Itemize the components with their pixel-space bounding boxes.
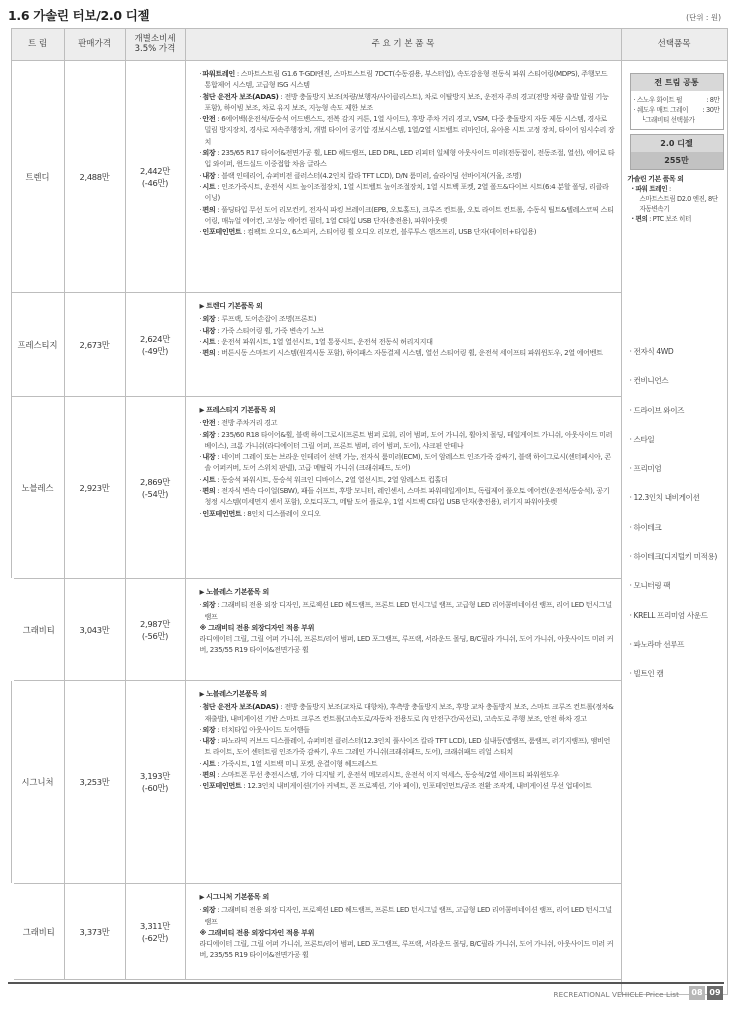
feature-label: 내장: [202, 170, 216, 180]
option-package-item: · 빌트인 캠: [629, 669, 664, 679]
features-signature: [185, 681, 621, 884]
diesel-convenience-text: : PTC 보조 히터: [647, 215, 691, 223]
feature-text: : 운전석 파워시트, 1열 열선시트, 1열 통풍시트, 운전석 전동식 허리지지대: [215, 336, 433, 346]
feature-item: [200, 417, 615, 428]
feature-item: [200, 68, 615, 91]
tax-price-value: 2,442만: [140, 165, 170, 176]
feature-header: ▶ 시그니처 기본품목 외: [200, 891, 615, 903]
feature-list: [200, 599, 615, 622]
option-package-item: · KRELL 프리미엄 사운드: [629, 610, 708, 620]
header-trim: 트 림: [11, 29, 64, 61]
feature-label: 내장: [202, 325, 216, 335]
table-row: [11, 681, 727, 884]
feature-header: ▶ 노블레스 기본품목 외: [200, 586, 615, 598]
tax-price-value: 3,311만: [140, 920, 170, 931]
feature-note: ※ 그래비티 전용 외장디자인 적용 부위: [199, 927, 315, 937]
unit-label: (단위 : 원): [686, 13, 721, 22]
feature-item: [200, 451, 615, 474]
trim-tax-price: [125, 61, 185, 293]
diesel-powertrain-label: · 파워 트레인: [631, 185, 668, 193]
diesel-convenience-label: · 편의: [631, 215, 648, 223]
feature-text: : 8인치 디스플레이 오디오: [241, 508, 321, 518]
feature-header: ▶ 트렌디 기본품목 외: [200, 300, 615, 312]
option-item-snow-white: [634, 95, 720, 105]
features-trendy: [185, 61, 621, 293]
trim-price: 2,923만: [64, 397, 125, 579]
feature-label: 인포테인먼트: [202, 227, 242, 237]
table-row: [11, 293, 727, 397]
feature-header: ▶ 노블레스기본품목 외: [200, 688, 615, 700]
feature-header: ▶ 프레스티지 기본품목 외: [200, 404, 615, 416]
feature-label: 인포테인먼트: [202, 781, 242, 791]
feature-text: : 가죽시트, 1열 시트백 미니 포켓, 운결이형 헤드레스트: [215, 758, 378, 768]
feature-note-text: 라디에이터 그릴, 그릴 어퍼 가니쉬, 프론트/리어 범퍼, LED 포그램프, 루프랙, 서라운드 몰딩, B/C필라 가니쉬, 도어 가니쉬, 아웃사이드 미러 커버, 235/55 R19 타이어&전면가공 휠: [199, 634, 614, 655]
feature-label: 편의: [202, 204, 216, 214]
feature-label: 외장: [202, 905, 216, 915]
footer-divider: [8, 982, 724, 984]
trim-name: 그래비티: [11, 884, 64, 980]
features-noblesse: [185, 397, 621, 579]
feature-label: 외장: [202, 429, 216, 439]
header-tax-price: [125, 29, 185, 61]
feature-list: [200, 68, 615, 237]
trim-price: 2,488만: [64, 61, 125, 293]
feature-list: [200, 701, 615, 791]
feature-label: 편의: [202, 486, 216, 496]
option-package-item: · 하이테크: [629, 522, 662, 532]
feature-text: : 컴팩트 오디오, 6스피커, 스티어링 휠 오디오 리모컨, 블루투스 핸즈프리, USB 단자(데이터+타입용): [241, 227, 537, 237]
feature-item: [200, 599, 615, 622]
feature-text: : 전자식 변속 다이얼(SBW), 패들 쉬프트, 후방 모니터, 레인센서, 스마트 파워테일게이트, 독립제어 풀오토 에어컨(운전석/동승석), 공기청정 시스템(미세먼지 센서 포함), 오토디포그, 메탈 도어 플로우, 1열 시트백 C타입 USB 단자(충전용), 러기지 파워아웃렛: [204, 486, 610, 507]
feature-item: [200, 181, 615, 204]
feature-item: [200, 170, 615, 181]
diesel-title: 2.0 디젤: [631, 135, 723, 152]
feature-item: [200, 336, 615, 347]
feature-note-text: 라디에이터 그릴, 그릴 어퍼 가니쉬, 프론트/리어 범퍼, LED 포그램프, 루프랙, 서라운드 몰딩, B/C필라 가니쉬, 도어 가니쉬, 아웃사이드 미러 커버, 235/55 R19 타이어&전면가공 휠: [199, 939, 614, 960]
tax-price-diff: (-60만): [141, 783, 169, 793]
feature-item: [200, 701, 615, 724]
feature-text: : 스마트폰 무선 충전시스템, 기아 디지털 키, 운전석 메모리시트, 운전석 이지 억세스, 동승석/2열 세이프티 파워윈도우: [215, 770, 559, 780]
feature-item: [200, 325, 615, 336]
feature-text: : 네이비 그레이 또는 브라운 인테리어 선택 가능, 전자식 룸미러(ECM), 도어 암레스트 인조가죽 감싸기, 블랙 하이그로시(센터페시아, 콘솔 어퍼커버, 도어 스위치 판넬), 고급 메탈릭 가니쉬 (크래쉬패드, 도어): [204, 452, 611, 473]
header-options: 선택품목: [621, 29, 727, 61]
trim-name: 트렌디: [11, 61, 64, 293]
features-gravity-signature: [185, 884, 621, 980]
feature-item: [200, 313, 615, 324]
feature-text: : 전방 주차거리 경고: [215, 418, 278, 428]
table-row: [11, 579, 727, 681]
feature-text: : 12.3인치 내비게이션(기아 커넥트, 폰 프로젝션, 기아 페이), 인포테인먼트/공조 전환 조작계, 내비게이션 무선 업데이트: [241, 781, 592, 791]
feature-item: [200, 904, 615, 927]
feature-item: [200, 91, 615, 114]
option-name: · 쉐도우 매트 그레이: [633, 106, 689, 114]
option-package-list: [628, 346, 727, 698]
feature-label: 시트: [202, 474, 216, 484]
feature-item: [200, 474, 615, 485]
trim-name: 그래비티: [11, 579, 64, 681]
feature-item: [200, 429, 615, 452]
trim-tax-price: [125, 579, 185, 681]
option-package-item: · 파노라마 선루프: [629, 639, 685, 649]
feature-text: : 파노라믹 커브드 디스플레이, 슈퍼비전 클러스터(12.3인치 풀사이즈 칼라 TFT LCD), LED 실내등(맵램프, 룸램프, 러기지램프), 앰비언트 라이트, 도어 센터트림 인조가죽 감싸기, 우드 그레인 가니쉬(크래쉬패드, 도어), 크래쉬패드 리얼 스티치: [204, 736, 610, 757]
feature-label: 안전: [202, 114, 216, 124]
tax-price-diff: (-56만): [141, 630, 169, 641]
feature-label: 파워트레인: [202, 69, 235, 78]
feature-label: 외장: [202, 600, 216, 610]
option-package-item: · 하이테크(디지털키 미적용): [629, 552, 717, 562]
tax-price-diff: (-46만): [141, 177, 169, 188]
trim-tax-price: [125, 884, 185, 980]
feature-label: 첨단 운전자 보조(ADAS): [202, 702, 279, 712]
feature-text: : 루프랙, 도어손잡이 조명(프론트): [215, 314, 317, 324]
feature-label: 시트: [202, 336, 216, 346]
features-prestige: [185, 293, 621, 397]
option-package-item: · 스타일: [629, 434, 655, 444]
feature-item: [200, 780, 615, 791]
price-table: [8, 28, 728, 995]
option-package-item: · 드라이브 와이즈: [629, 405, 685, 415]
feature-label: 인포테인먼트: [202, 508, 242, 518]
tax-price-value: 3,193만: [140, 771, 170, 781]
feature-label: 외장: [202, 148, 216, 158]
feature-label: 첨단 운전자 보조(ADAS): [202, 91, 279, 101]
feature-item: [200, 113, 615, 147]
feature-label: 편의: [202, 770, 216, 780]
diesel-options-box: [630, 134, 724, 170]
header-tax-line2: 3.5% 가격: [134, 43, 176, 54]
table-row: [11, 884, 727, 980]
feature-list: [200, 904, 615, 927]
feature-item: [200, 485, 615, 508]
option-name: · 스노우 화이트 펄: [633, 96, 683, 104]
trim-price: 2,673만: [64, 293, 125, 397]
feature-text: : 6에어백(운전석/동승석 어드밴스드, 전복 감지 커튼, 1열 사이드), 후방 주차 거리 경고, VSM, 다중 충돌방지 자동 제동 시스템, 경사로 밀림 방지장치, 경사로 저속주행장치, 개별 타이어 공기압 경보시스템, 1열/2열 시트벨트 리마인더, 유아용 시트 고정 장치, 타이어 임시수리 장치: [204, 114, 615, 146]
feature-list: [200, 417, 615, 519]
feature-text: : 전방 충돌방지 보조(차량/보행자/사이클리스트), 차로 이탈방지 보조, 운전자 주의 경고(전방 차량 출발 알림 기능 포함), 하이빔 보조, 차로 유지 보조, 지능형 속도 제한 보조: [204, 91, 609, 112]
feature-label: 내장: [202, 452, 216, 462]
feature-item: [200, 204, 615, 227]
feature-text: : 풀딩타입 무선 도어 리모컨키, 전자식 파킹 브레이크(EPB, 오토홀드), 크루즈 컨트롤, 오토 라이트 컨트롤, 수동식 틸트&텔레스코픽 스티어링, 매뉴얼 에어컨, 고성능 에어컨 필터, 1열 C타입 USB 단자(충전용), 파워아웃렛: [204, 204, 614, 225]
diesel-price: 255만: [631, 152, 723, 169]
feature-note: ※ 그래비티 전용 외장디자인 적용 부위: [199, 622, 315, 632]
tax-price-diff: (-62만): [141, 932, 169, 943]
option-package-item: · 컨비니언스: [629, 376, 669, 386]
feature-item: [200, 758, 615, 769]
feature-item: [200, 347, 615, 358]
feature-text: : 스마트스트림 G1.6 T-GDI엔진, 스마트스트림 7DCT(수동겸용, 부스터업), 속도감응형 전동식 파워 스티어링(MDPS), 주행모드 통합제어 시스템, 고급형 ISG 시스템: [204, 69, 608, 90]
option-price: : 8만: [706, 96, 720, 104]
trim-tax-price: [125, 681, 185, 884]
trim-tax-price: [125, 397, 185, 579]
tax-price-value: 2,869만: [140, 476, 170, 487]
feature-text: : 동승석 파워시트, 동승석 워크인 디바이스, 2열 열선시트, 2열 암레스트 컵홀더: [215, 474, 448, 484]
feature-label: 편의: [202, 348, 216, 358]
table-row: [11, 397, 727, 579]
table-header-row: [11, 29, 727, 61]
feature-text: : 그래비티 전용 외장 디자인, 프로젝션 LED 헤드램프, 프론트 LED 턴시그널 램프, 고급형 LED 리어콤비네이션 램프, 리어 LED 턴시그널 램프: [204, 600, 612, 621]
header-price: 판매가격: [64, 29, 125, 61]
page-number-right: 09: [707, 986, 723, 1000]
diesel-powertrain-text: 스마트스트림 D2.0 엔진, 8단 자동변속기: [639, 195, 718, 213]
feature-item: [200, 735, 615, 758]
common-options-box: [630, 73, 724, 130]
trim-price: 3,253만: [64, 681, 125, 884]
page-title: 1.6 가솔린 터보/2.0 디젤: [8, 8, 150, 23]
options-column: [621, 61, 727, 995]
feature-text: : 블랙 인테리어, 슈퍼비전 클러스터(4.2인치 칼라 TFT LCD), D/N 룸미러, 슬라이딩 선바이저(거울, 조명): [215, 170, 522, 180]
feature-text: : 인조가죽시트, 운전석 시트 높이조절장치, 1열 시트벨트 높이조절장치, 1열 시트백 포켓, 2열 폴드&다이브 시트(6:4 분할 폴딩, 리클라이닝): [204, 181, 609, 203]
feature-label: 내장: [202, 736, 216, 746]
trim-name: 노블레스: [11, 397, 64, 579]
trim-price: 3,373만: [64, 884, 125, 980]
feature-item: [200, 724, 615, 735]
feature-text: : 가죽 스티어링 휠, 가죽 변속기 노브: [215, 325, 324, 335]
header-features: 주 요 기 본 품 목: [185, 29, 621, 61]
feature-item: [200, 508, 615, 519]
page-number-left: 08: [689, 986, 705, 1000]
option-price: : 30만: [702, 106, 720, 114]
feature-label: 외장: [202, 314, 216, 324]
feature-item: [200, 226, 615, 237]
feature-text: : 전방 충돌방지 보조(교차로 대향차), 후측방 충돌방지 보조, 후방 교차 충돌방지 보조, 스마트 크루즈 컨트롤(정차&재출발), 내비게이션 기반 스마트 크루즈 컨트롤(고속도로/자동차 전용도로 內 안전구간/곡선로), 고속도로 주행 보조, 안전 하차 경고: [204, 702, 614, 723]
tax-price-diff: (-49만): [141, 345, 169, 356]
feature-label: 안전: [202, 418, 216, 428]
diesel-powertrain-colon: :: [667, 185, 671, 193]
table-row: [11, 61, 727, 293]
feature-label: 시트: [202, 758, 216, 768]
common-options-title: 전 트림 공통: [631, 74, 723, 91]
feature-text: : 터치타입 아웃사이드 도어핸들: [215, 724, 310, 734]
feature-list: [200, 313, 615, 358]
tax-price-value: 2,987만: [140, 618, 170, 629]
trim-name: 프레스티지: [11, 293, 64, 397]
tax-price-value: 2,624만: [140, 333, 170, 344]
feature-text: : 235/60 R18 타이어&휠, 블랙 하이그로시(프론트 범퍼 로워, 리어 범퍼, 도어 가니쉬, 휠아치 몰딩, 테일게이트 가니쉬, 아웃사이드 미러 베이스), 크롬 가니쉬(라디에이터 그릴 어퍼, 프론트 범퍼, 리어 범퍼, 도어), 샤크핀 안테나: [204, 429, 613, 450]
trim-price: 3,043만: [64, 579, 125, 681]
tax-price-diff: (-54만): [141, 488, 169, 499]
trim-tax-price: [125, 293, 185, 397]
trim-name: 시그니처: [11, 681, 64, 884]
option-package-item: · 전자식 4WD: [629, 347, 674, 356]
option-package-item: · 모니터링 팩: [629, 581, 671, 591]
feature-text: : 버튼시동 스마트키 시스템(원격시동 포함), 하이패스 자동결제 시스템, 열선 스티어링 휠, 운전석 세이프티 파워윈도우, 2열 에어벤트: [215, 348, 603, 358]
features-gravity-noblesse: [185, 579, 621, 681]
option-note: └그래비티 선택불가: [641, 116, 695, 124]
feature-label: 시트: [202, 181, 216, 191]
feature-label: 외장: [202, 724, 216, 734]
option-package-item: · 프리미엄: [629, 464, 662, 474]
feature-item: [200, 769, 615, 780]
feature-text: : 그래비티 전용 외장 디자인, 프로젝션 LED 헤드램프, 프론트 LED 턴시그널 램프, 고급형 LED 리어콤비네이션 램프, 리어 LED 턴시그널 램프: [204, 905, 612, 926]
diesel-intro: 가솔린 기본 품목 외: [627, 175, 684, 183]
option-package-item: · 12.3인치 내비게이션: [629, 493, 700, 503]
header-tax-line1: 개별소비세: [134, 33, 176, 44]
option-item-shadow-matte: [634, 105, 720, 115]
footer-text: RECREATIONAL VEHICLE Price List: [553, 990, 679, 999]
feature-text: : 235/65 R17 타이어&전면가공 휠, LED 헤드램프, LED DRL, LED 리피터 일체형 아웃사이드 미러(전동접이, 전동조절, 열선), 에어로 타입 와이퍼, 윈드실드 이중접합 차음 글라스: [204, 148, 615, 169]
feature-item: [200, 147, 615, 170]
